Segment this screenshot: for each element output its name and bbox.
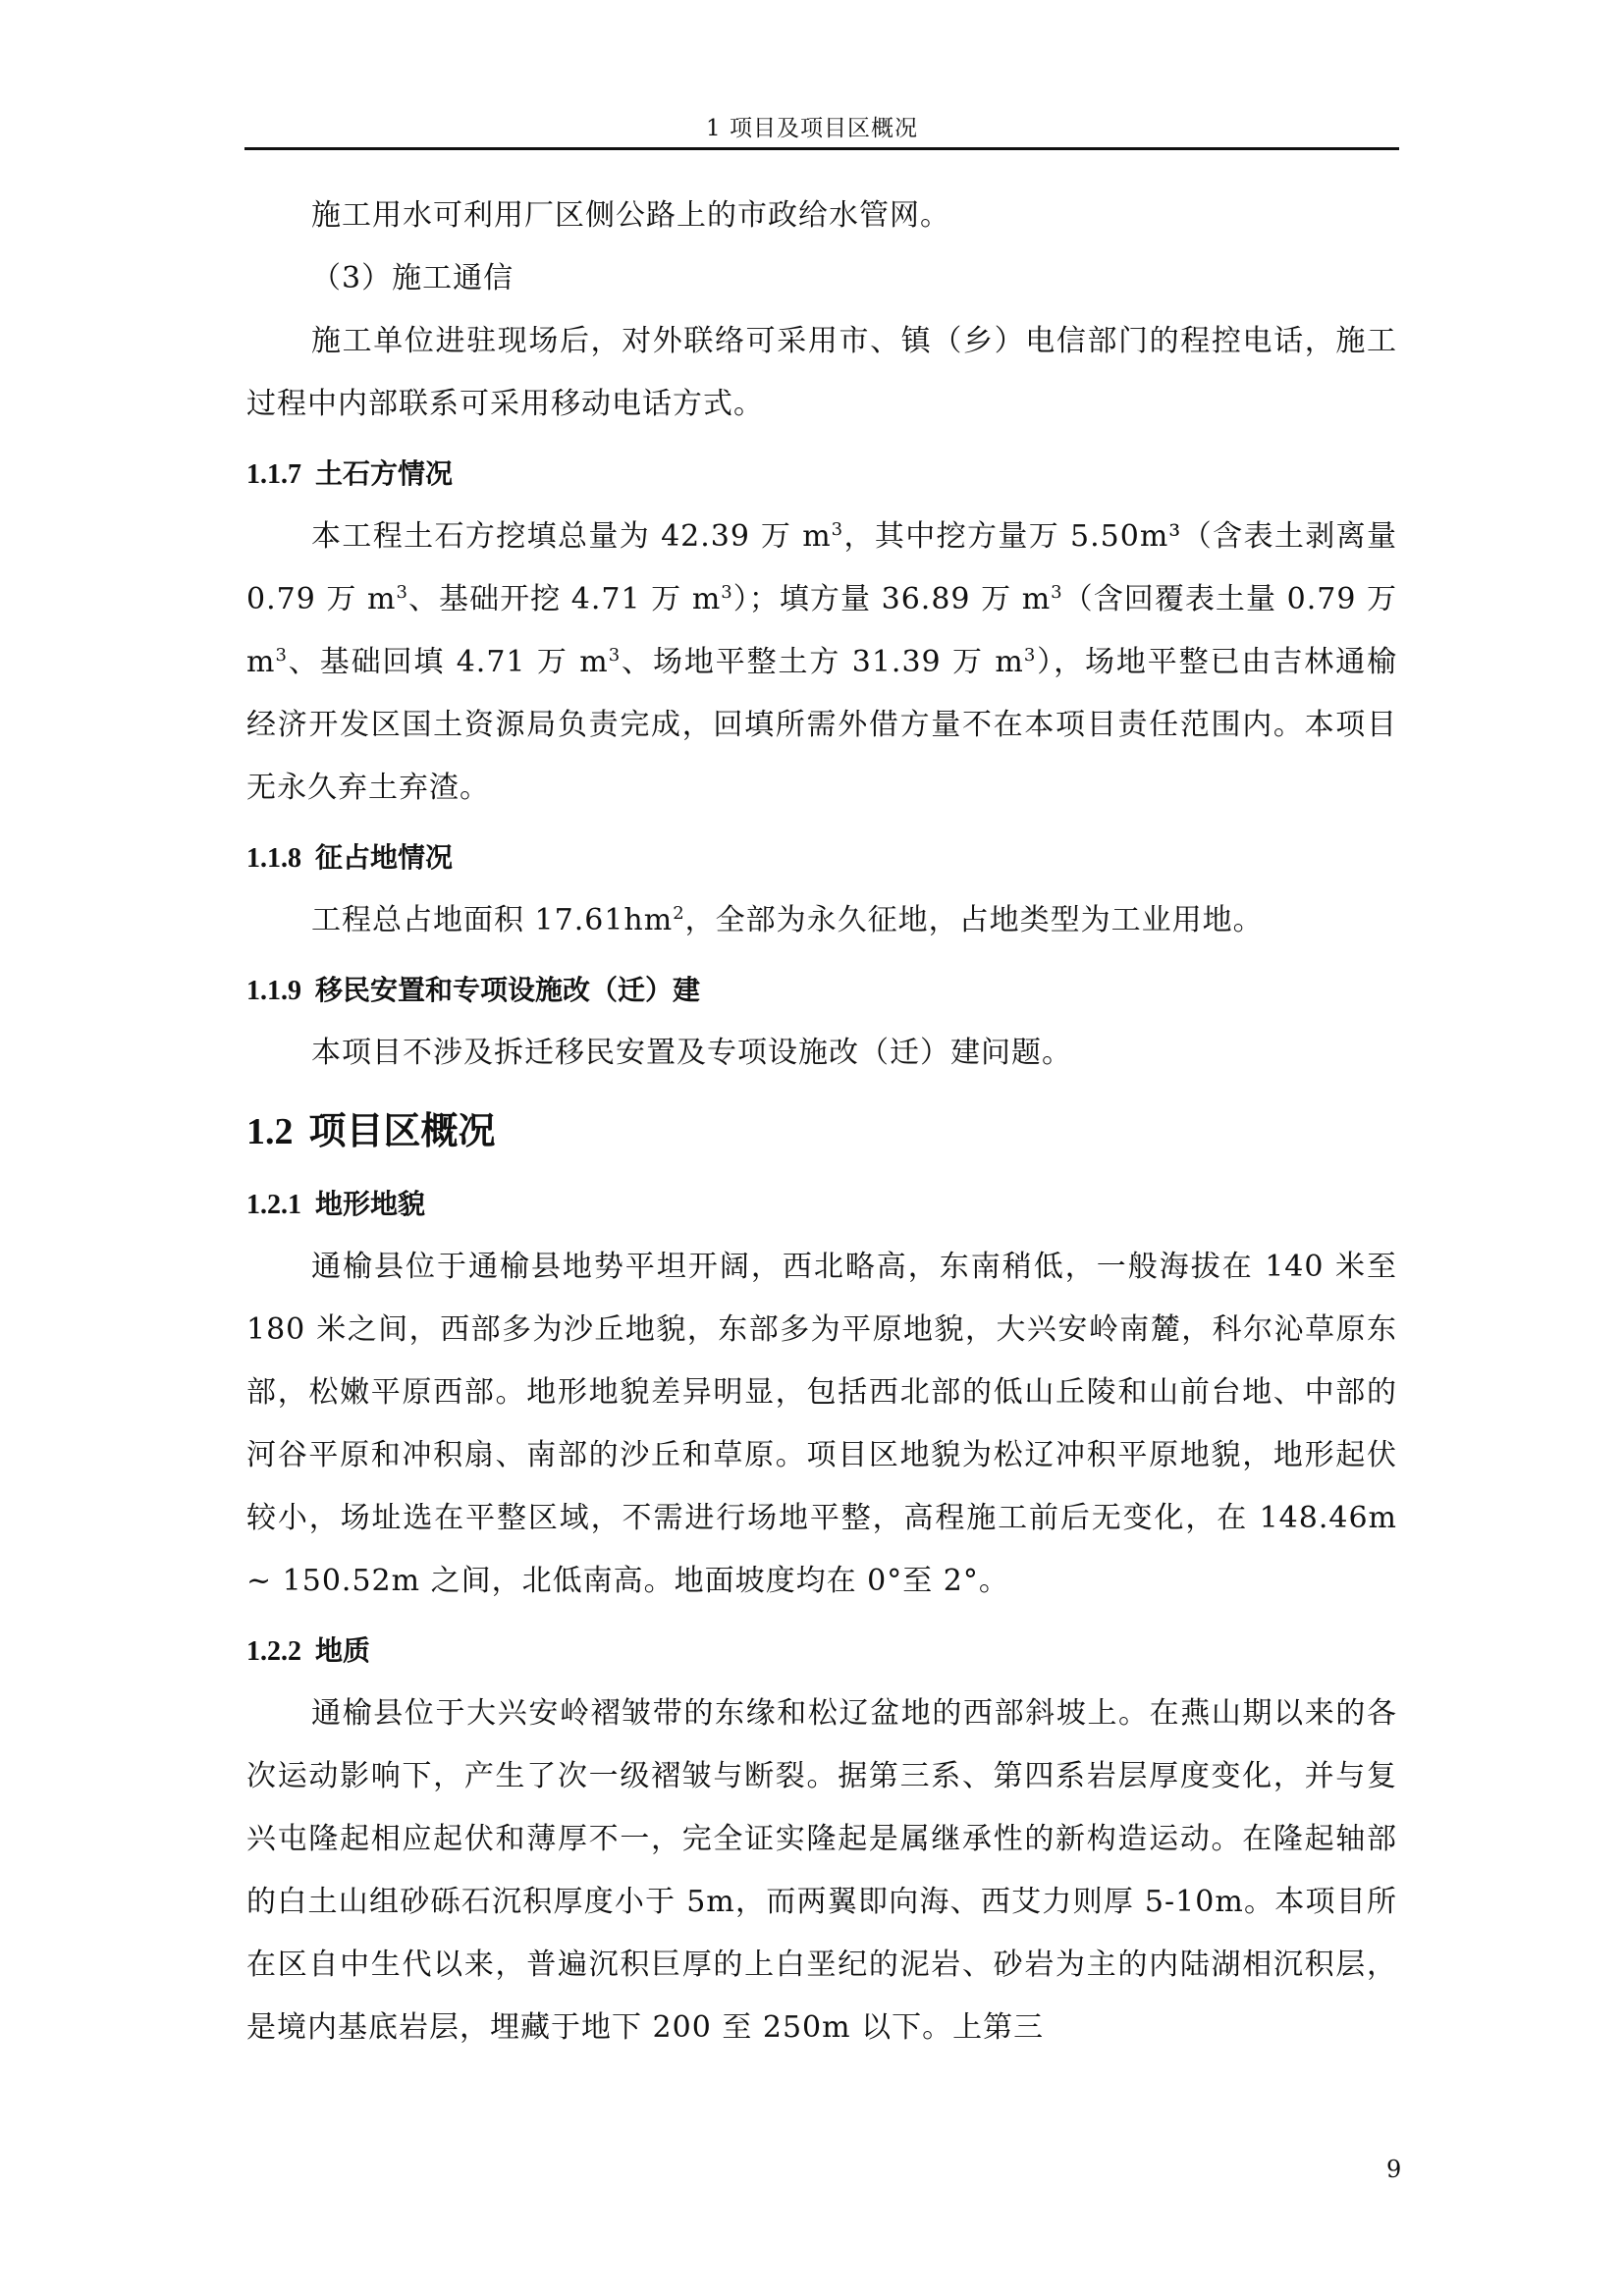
section-number: 1.2.1 [246,1190,301,1220]
section-number: 1.1.9 [246,976,301,1006]
page-body [246,185,1397,2059]
section-title: 征占地情况 [315,841,454,874]
text-run: 工程总占地面积 17.61hm [311,903,674,937]
paragraph-topography: 通榆县位于通榆县地势平坦开阔，西北略高，东南稍低，一般海拔在 140 米至 180 米之间，西部多为沙丘地貌，东部多为平原地貌，大兴安岭南麓，科尔沁草原东部，松嫩平原西部。地形地貌差异明显，包括西北部的低山丘陵和山前台地、中部的河谷平原和冲积扇、南部的沙丘和草原。项目区地貌为松辽冲积平原地貌，地形起伏较小，场址选在平整区域，不需进行场地平整，高程施工前后无变化，在 148.46m ~ 150.52m 之间，北低南高。地面坡度均在 0°至 2°。 [246,1250,1397,1598]
section-number: 1.1.8 [246,843,301,874]
text-run: 本工程土石方挖填总量为 42.39 万 m [311,519,832,554]
superscript: 3 [721,582,733,603]
page-number: 9 [1386,2156,1402,2183]
superscript: 3 [275,645,288,666]
paragraph-water-supply: 施工用水可利用厂区侧公路上的市政给水管网。 [311,198,950,233]
section-heading-1-2-2 [246,1621,1397,1682]
text-run: 、基础开挖 4.71 万 m [407,582,722,616]
paragraph-resettlement: 本项目不涉及拆迁移民安置及专项设施改（迁）建问题。 [311,1036,1072,1070]
running-header: 1 项目及项目区概况 [706,116,918,141]
paragraph-earthwork [246,506,1397,820]
section-title: 项目区概况 [308,1109,496,1152]
text-run: 、基础回填 4.71 万 m [287,645,609,679]
superscript: 3 [1051,582,1063,603]
section-heading-1-1-7 [246,444,1397,506]
superscript: 3 [608,645,622,666]
section-heading-1-1-8 [246,828,1397,889]
section-heading-1-2-1 [246,1174,1397,1236]
text-run: ）；填方量 36.89 万 m [732,582,1052,616]
section-heading-1-1-9 [246,960,1397,1022]
paragraph-geology: 通榆县位于大兴安岭褶皱带的东缘和松辽盆地的西部斜坡上。在燕山期以来的各次运动影响下，产生了次一级褶皱与断裂。据第三系、第四系岩层厚度变化，并与复兴屯隆起相应起伏和薄厚不一，完全证实隆起是属继承性的新构造运动。在隆起轴部的白土山组砂砾石沉积厚度小于 5m，而两翼即向海、西艾力则厚 5-10m。本项目所在区自中生代以来，普遍沉积巨厚的上白垩纪的泥岩、砂岩为主的内陆湖相沉积层，是境内基底岩层，埋藏于地下 200 至 250m 以下。上第三 [246,1696,1397,2045]
text-run: ），场地平整已由吉林通榆经济开发区国土资源局负责完成，回填所需外借方量不在本项目责任范围内。本项目无永久弃土弃渣。 [246,645,1398,805]
superscript: 3 [831,519,844,540]
text-run: ，其中挖方量万 5.50m³（含表土剥离量 0.79 万 m [246,519,1397,616]
superscript: 2 [673,903,685,924]
section-title: 土石方情况 [315,457,454,490]
section-number: 1.2 [246,1111,294,1152]
text-run: 、场地平整土方 31.39 万 m [621,645,1024,679]
section-title: 移民安置和专项设施改（迁）建 [315,974,701,1006]
header-rule [244,147,1399,150]
section-title: 地质 [315,1634,371,1667]
paragraph-communication-heading: （3）施工通信 [311,261,514,295]
section-number: 1.2.2 [246,1636,301,1667]
text-run: ，全部为永久征地，占地类型为工业用地。 [684,903,1264,937]
paragraph-communication: 施工单位进驻现场后，对外联络可采用市、镇（乡）电信部门的程控电话，施工过程中内部联系可采用移动电话方式。 [246,324,1397,421]
superscript: 3 [1023,645,1037,666]
section-heading-1-2 [246,1096,1397,1166]
text-run: （含回覆表土量 0.79 万 m [246,582,1397,679]
paragraph-land-use [246,889,1397,952]
section-title: 地形地貌 [315,1188,426,1220]
superscript: 3 [396,582,408,603]
section-number: 1.1.7 [246,459,301,490]
